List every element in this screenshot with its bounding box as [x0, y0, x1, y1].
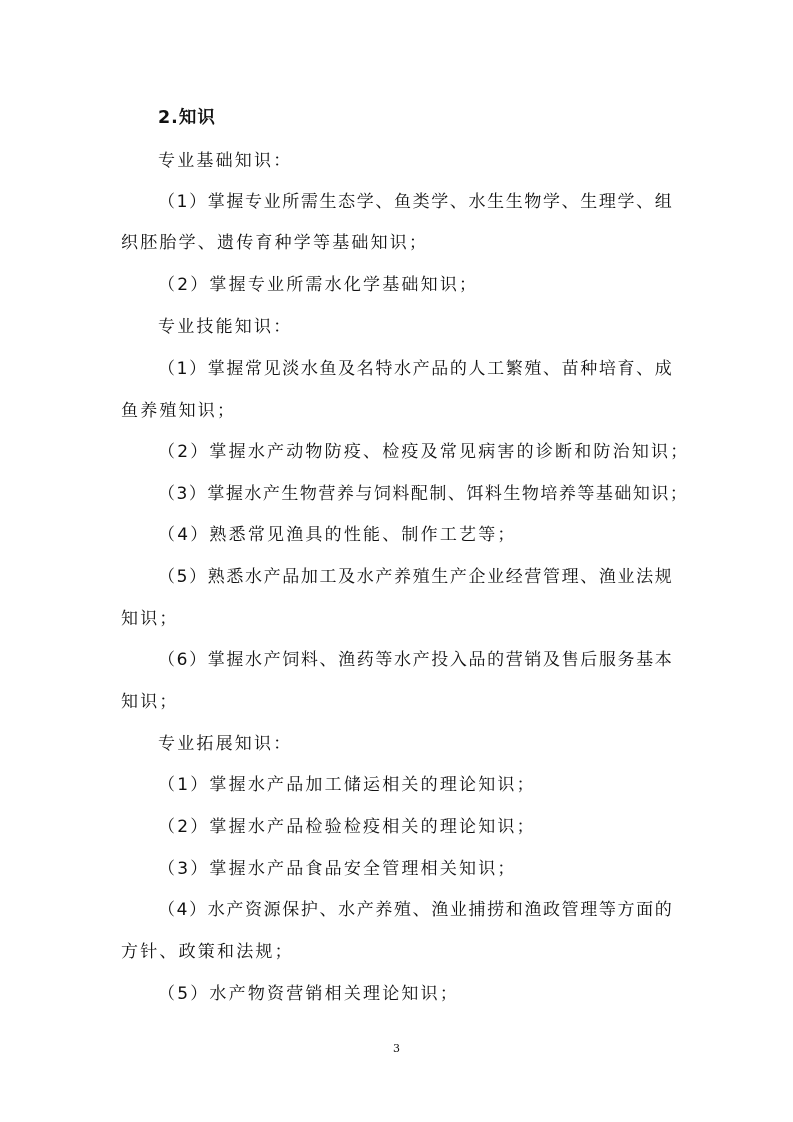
skill-item-2: （2）掌握水产动物防疫、检疫及常见病害的诊断和防治知识；: [158, 442, 690, 462]
extension-item-5: （5）水产物资营销相关理论知识；: [158, 984, 460, 1004]
extension-item-2: （2）掌握水产品检验检疫相关的理论知识；: [158, 817, 536, 837]
skill-item-6-line-2: 知识；: [121, 692, 179, 712]
skill-knowledge-title: 专业技能知识：: [158, 317, 293, 337]
section-heading: 2.知识: [158, 108, 216, 128]
skill-item-1-line-2: 鱼养殖知识；: [121, 401, 237, 421]
basic-item-2: （2）掌握专业所需水化学基础知识；: [158, 275, 479, 295]
basic-knowledge-title: 专业基础知识：: [158, 151, 293, 171]
extension-item-4-line-1: （4）水产资源保护、水产养殖、渔业捕捞和渔政管理等方面的: [158, 900, 673, 920]
skill-item-4: （4）熟悉常见渔具的性能、制作工艺等；: [158, 525, 517, 545]
skill-item-1-line-1: （1）掌握常见淡水鱼及名特水产品的人工繁殖、苗种培育、成: [158, 359, 673, 379]
basic-item-1-line-2: 织胚胎学、遗传育种学等基础知识；: [121, 233, 429, 253]
skill-item-5-line-1: （5）熟悉水产品加工及水产养殖生产企业经营管理、渔业法规: [158, 567, 673, 587]
extension-item-3: （3）掌握水产品食品安全管理相关知识；: [158, 859, 517, 879]
skill-item-5-line-2: 知识；: [121, 609, 179, 629]
page-number: 3: [393, 1042, 400, 1055]
basic-item-1-line-1: （1）掌握专业所需生态学、鱼类学、水生生物学、生理学、组: [158, 192, 673, 212]
extension-item-4-line-2: 方针、政策和法规；: [121, 942, 294, 962]
skill-item-6-line-1: （6）掌握水产饲料、渔药等水产投入品的营销及售后服务基本: [158, 650, 673, 670]
extension-item-1: （1）掌握水产品加工储运相关的理论知识；: [158, 775, 536, 795]
skill-item-3: （3）掌握水产生物营养与饲料配制、饵料生物培养等基础知识；: [158, 484, 689, 504]
extension-knowledge-title: 专业拓展知识：: [158, 734, 293, 754]
